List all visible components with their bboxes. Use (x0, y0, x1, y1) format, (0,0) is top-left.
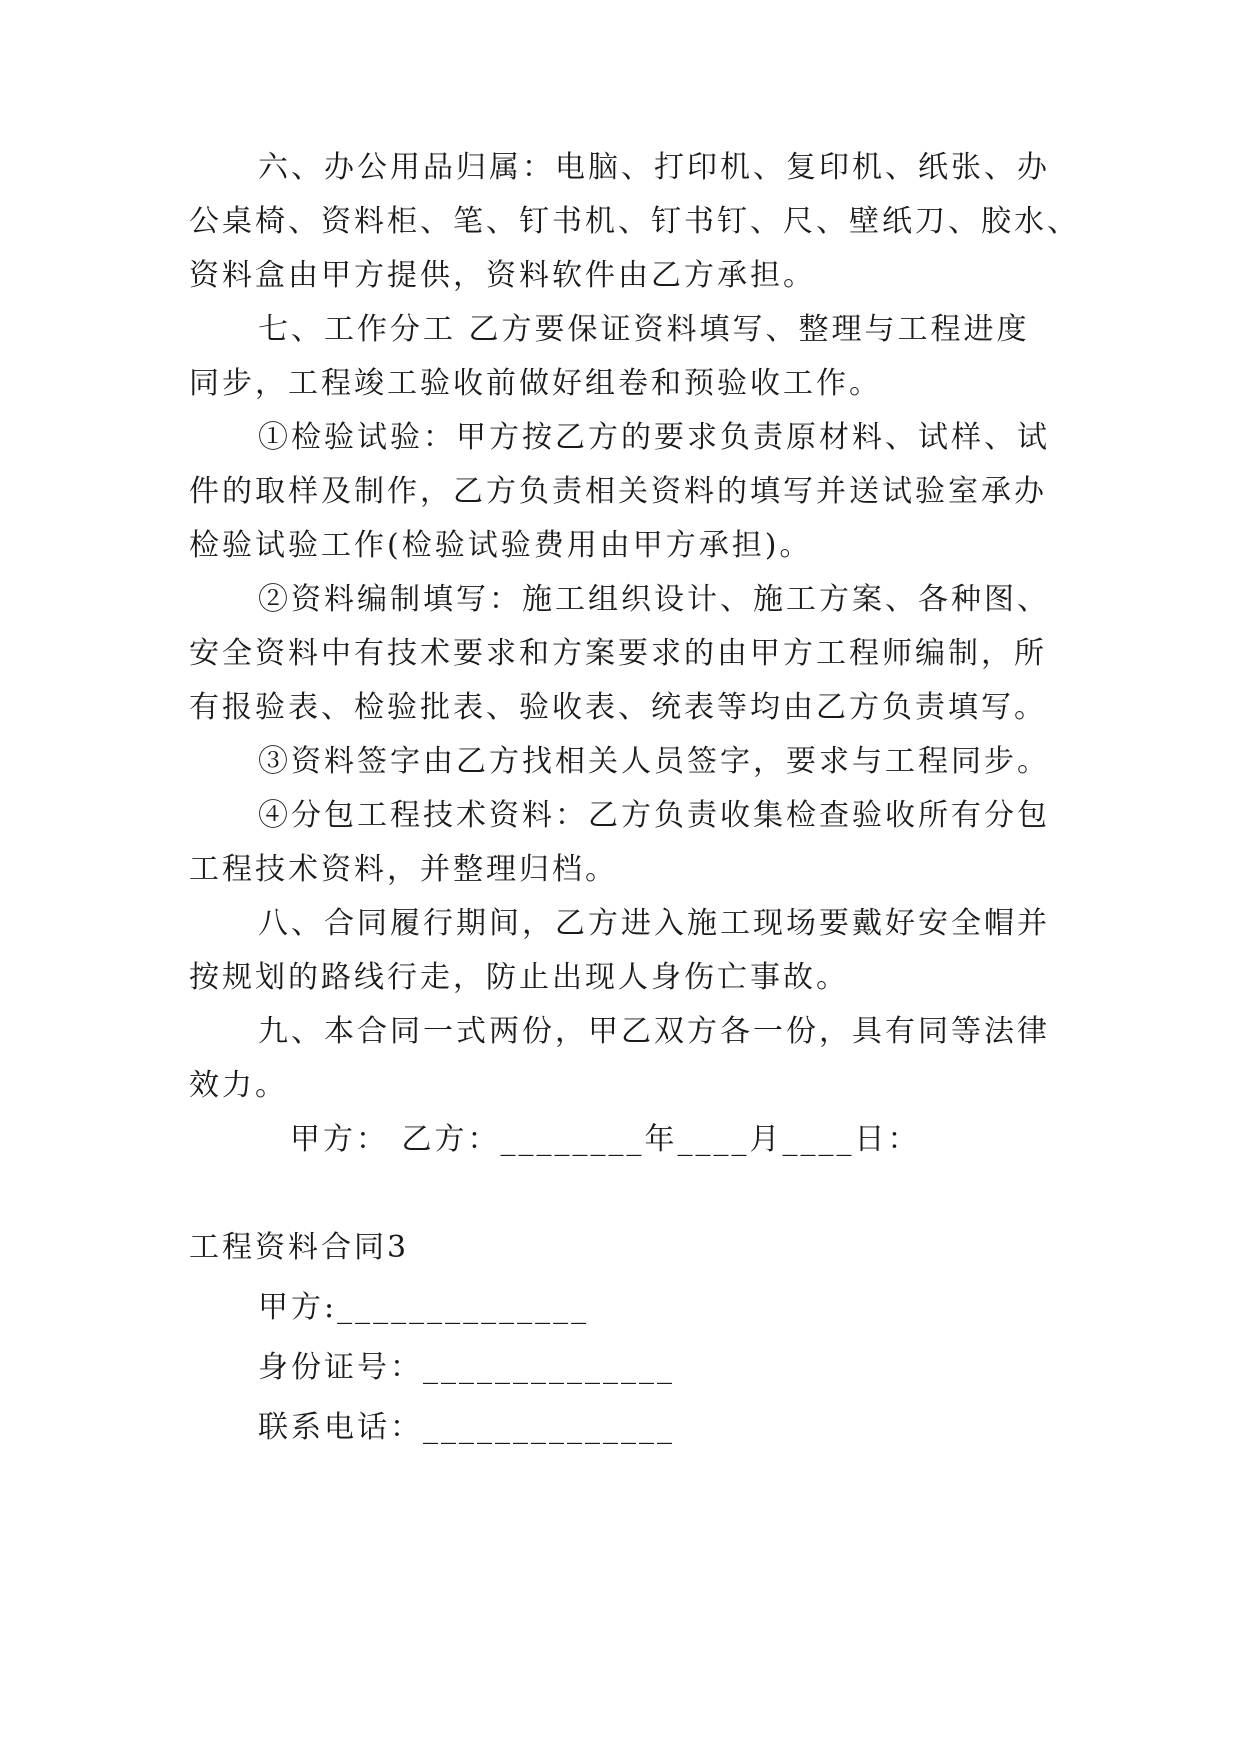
id-number-field: 身份证号：______________ (258, 1350, 675, 1385)
section-6-line-2: 公桌椅、资料柜、笔、钉书机、钉书钉、尺、壁纸刀、胶水、 (189, 204, 1080, 239)
section-6-line-3: 资料盒由甲方提供，资料软件由乙方承担。 (189, 258, 816, 293)
phone-field: 联系电话：______________ (258, 1410, 675, 1445)
contract-3-title: 工程资料合同3 (189, 1230, 410, 1265)
item-2-line-2: 安全资料中有技术要求和方案要求的由甲方工程师编制，所 (189, 636, 1047, 671)
section-9-line-2: 效力。 (189, 1068, 288, 1103)
signature-line: 甲方： 乙方：________年____月____日： (290, 1122, 921, 1157)
item-3-line-1: ③资料签字由乙方找相关人员签字，要求与工程同步。 (258, 744, 1050, 779)
item-1-line-2: 件的取样及制作，乙方负责相关资料的填写并送试验室承办 (189, 474, 1047, 509)
section-8-line-2: 按规划的路线行走，防止出现人身伤亡事故。 (189, 960, 849, 995)
item-1-line-1: ①检验试验：甲方按乙方的要求负责原材料、试样、试 (258, 420, 1050, 455)
party-a-field: 甲方:______________ (258, 1290, 590, 1325)
section-7-line-1: 七、工作分工 乙方要保证资料填写、整理与工程进度 (258, 312, 1030, 347)
section-9-line-1: 九、本合同一式两份，甲乙双方各一份，具有同等法律 (258, 1014, 1050, 1049)
section-8-line-1: 八、合同履行期间，乙方进入施工现场要戴好安全帽并 (258, 906, 1050, 941)
item-1-line-3: 检验试验工作(检验试验费用由甲方承担)。 (189, 528, 813, 563)
section-7-line-2: 同步，工程竣工验收前做好组卷和预验收工作。 (189, 366, 882, 401)
item-4-line-1: ④分包工程技术资料：乙方负责收集检查验收所有分包 (258, 798, 1050, 833)
item-2-line-3: 有报验表、检验批表、验收表、统表等均由乙方负责填写。 (189, 690, 1047, 725)
item-4-line-2: 工程技术资料，并整理归档。 (189, 852, 618, 887)
item-2-line-1: ②资料编制填写：施工组织设计、施工方案、各种图、 (258, 582, 1050, 617)
section-6-line-1: 六、办公用品归属：电脑、打印机、复印机、纸张、办 (258, 150, 1050, 185)
